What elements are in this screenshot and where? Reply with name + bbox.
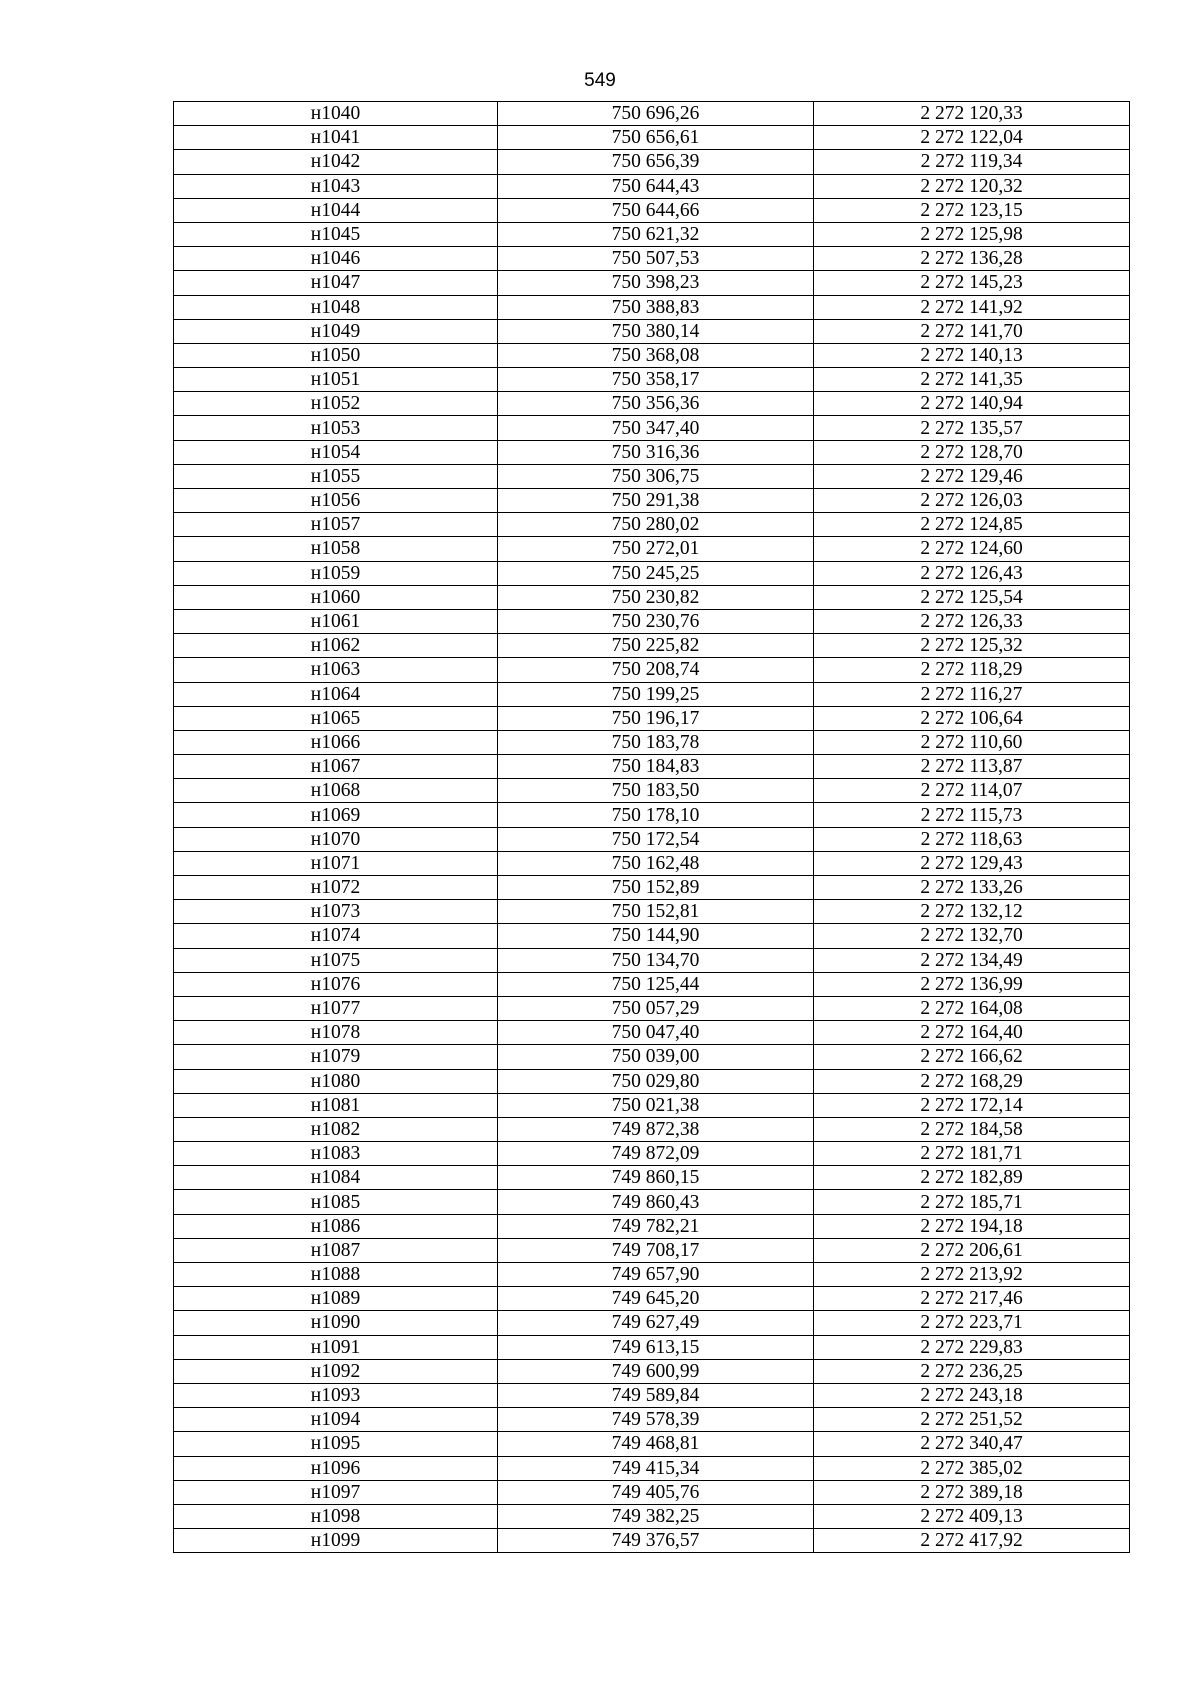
y-coordinate-cell: 2 272 185,71 bbox=[814, 1190, 1130, 1214]
y-coordinate-cell: 2 272 129,43 bbox=[814, 851, 1130, 875]
table-row bbox=[174, 1287, 1130, 1311]
table-row bbox=[174, 440, 1130, 464]
y-coordinate-cell: 2 272 120,32 bbox=[814, 174, 1130, 198]
table-row bbox=[174, 1045, 1130, 1069]
table-row bbox=[174, 706, 1130, 730]
point-number-cell: н1077 bbox=[174, 996, 498, 1020]
table-row bbox=[174, 174, 1130, 198]
point-number-cell: н1095 bbox=[174, 1432, 498, 1456]
point-number-cell: н1070 bbox=[174, 827, 498, 851]
point-number-cell: н1099 bbox=[174, 1529, 498, 1553]
table-row bbox=[174, 948, 1130, 972]
table-row bbox=[174, 827, 1130, 851]
point-number-cell: н1053 bbox=[174, 416, 498, 440]
table-row bbox=[174, 1142, 1130, 1166]
y-coordinate-cell: 2 272 141,70 bbox=[814, 319, 1130, 343]
x-coordinate-cell: 750 183,78 bbox=[498, 730, 814, 754]
point-number-cell: н1093 bbox=[174, 1383, 498, 1407]
x-coordinate-cell: 750 134,70 bbox=[498, 948, 814, 972]
table-row bbox=[174, 1214, 1130, 1238]
table-row bbox=[174, 1263, 1130, 1287]
y-coordinate-cell: 2 272 223,71 bbox=[814, 1311, 1130, 1335]
table-row bbox=[174, 1311, 1130, 1335]
table-row bbox=[174, 779, 1130, 803]
y-coordinate-cell: 2 272 243,18 bbox=[814, 1383, 1130, 1407]
table-row bbox=[174, 1359, 1130, 1383]
y-coordinate-cell: 2 272 340,47 bbox=[814, 1432, 1130, 1456]
table-row bbox=[174, 1166, 1130, 1190]
table-row bbox=[174, 585, 1130, 609]
table-row bbox=[174, 755, 1130, 779]
point-number-cell: н1044 bbox=[174, 198, 498, 222]
point-number-cell: н1074 bbox=[174, 924, 498, 948]
x-coordinate-cell: 749 657,90 bbox=[498, 1263, 814, 1287]
y-coordinate-cell: 2 272 181,71 bbox=[814, 1142, 1130, 1166]
table-row bbox=[174, 1069, 1130, 1093]
point-number-cell: н1073 bbox=[174, 900, 498, 924]
x-coordinate-cell: 750 178,10 bbox=[498, 803, 814, 827]
y-coordinate-cell: 2 272 145,23 bbox=[814, 271, 1130, 295]
point-number-cell: н1076 bbox=[174, 972, 498, 996]
table-row bbox=[174, 126, 1130, 150]
y-coordinate-cell: 2 272 134,49 bbox=[814, 948, 1130, 972]
point-number-cell: н1068 bbox=[174, 779, 498, 803]
table-row bbox=[174, 972, 1130, 996]
page-number: 549 bbox=[584, 70, 616, 91]
y-coordinate-cell: 2 272 182,89 bbox=[814, 1166, 1130, 1190]
y-coordinate-cell: 2 272 106,64 bbox=[814, 706, 1130, 730]
y-coordinate-cell: 2 272 122,04 bbox=[814, 126, 1130, 150]
x-coordinate-cell: 750 388,83 bbox=[498, 295, 814, 319]
y-coordinate-cell: 2 272 116,27 bbox=[814, 682, 1130, 706]
y-coordinate-cell: 2 272 217,46 bbox=[814, 1287, 1130, 1311]
x-coordinate-cell: 750 047,40 bbox=[498, 1021, 814, 1045]
table-row bbox=[174, 561, 1130, 585]
point-number-cell: н1069 bbox=[174, 803, 498, 827]
y-coordinate-cell: 2 272 115,73 bbox=[814, 803, 1130, 827]
x-coordinate-cell: 750 208,74 bbox=[498, 658, 814, 682]
x-coordinate-cell: 750 398,23 bbox=[498, 271, 814, 295]
point-number-cell: н1088 bbox=[174, 1263, 498, 1287]
table-row bbox=[174, 996, 1130, 1020]
x-coordinate-cell: 749 872,09 bbox=[498, 1142, 814, 1166]
y-coordinate-cell: 2 272 118,29 bbox=[814, 658, 1130, 682]
y-coordinate-cell: 2 272 126,03 bbox=[814, 489, 1130, 513]
x-coordinate-cell: 750 230,76 bbox=[498, 609, 814, 633]
point-number-cell: н1046 bbox=[174, 247, 498, 271]
y-coordinate-cell: 2 272 409,13 bbox=[814, 1504, 1130, 1528]
y-coordinate-cell: 2 272 125,32 bbox=[814, 634, 1130, 658]
y-coordinate-cell: 2 272 166,62 bbox=[814, 1045, 1130, 1069]
point-number-cell: н1094 bbox=[174, 1408, 498, 1432]
table-row bbox=[174, 1335, 1130, 1359]
point-number-cell: н1063 bbox=[174, 658, 498, 682]
table-row bbox=[174, 247, 1130, 271]
point-number-cell: н1092 bbox=[174, 1359, 498, 1383]
x-coordinate-cell: 750 280,02 bbox=[498, 513, 814, 537]
x-coordinate-cell: 750 644,43 bbox=[498, 174, 814, 198]
y-coordinate-cell: 2 272 389,18 bbox=[814, 1480, 1130, 1504]
x-coordinate-cell: 750 184,83 bbox=[498, 755, 814, 779]
x-coordinate-cell: 750 039,00 bbox=[498, 1045, 814, 1069]
point-number-cell: н1057 bbox=[174, 513, 498, 537]
y-coordinate-cell: 2 272 136,99 bbox=[814, 972, 1130, 996]
table-row bbox=[174, 537, 1130, 561]
y-coordinate-cell: 2 272 172,14 bbox=[814, 1093, 1130, 1117]
y-coordinate-cell: 2 272 132,12 bbox=[814, 900, 1130, 924]
point-number-cell: н1096 bbox=[174, 1456, 498, 1480]
point-number-cell: н1043 bbox=[174, 174, 498, 198]
table-row bbox=[174, 1383, 1130, 1407]
table-row bbox=[174, 464, 1130, 488]
x-coordinate-cell: 749 860,43 bbox=[498, 1190, 814, 1214]
table-row bbox=[174, 1480, 1130, 1504]
x-coordinate-cell: 750 152,81 bbox=[498, 900, 814, 924]
y-coordinate-cell: 2 272 118,63 bbox=[814, 827, 1130, 851]
point-number-cell: н1081 bbox=[174, 1093, 498, 1117]
table-row bbox=[174, 1021, 1130, 1045]
point-number-cell: н1056 bbox=[174, 489, 498, 513]
y-coordinate-cell: 2 272 236,25 bbox=[814, 1359, 1130, 1383]
y-coordinate-cell: 2 272 140,94 bbox=[814, 392, 1130, 416]
x-coordinate-cell: 750 656,61 bbox=[498, 126, 814, 150]
x-coordinate-cell: 750 199,25 bbox=[498, 682, 814, 706]
y-coordinate-cell: 2 272 129,46 bbox=[814, 464, 1130, 488]
x-coordinate-cell: 750 125,44 bbox=[498, 972, 814, 996]
point-number-cell: н1061 bbox=[174, 609, 498, 633]
point-number-cell: н1086 bbox=[174, 1214, 498, 1238]
y-coordinate-cell: 2 272 164,40 bbox=[814, 1021, 1130, 1045]
x-coordinate-cell: 750 021,38 bbox=[498, 1093, 814, 1117]
y-coordinate-cell: 2 272 132,70 bbox=[814, 924, 1130, 948]
point-number-cell: н1085 bbox=[174, 1190, 498, 1214]
x-coordinate-cell: 749 415,34 bbox=[498, 1456, 814, 1480]
x-coordinate-cell: 750 057,29 bbox=[498, 996, 814, 1020]
y-coordinate-cell: 2 272 140,13 bbox=[814, 343, 1130, 367]
x-coordinate-cell: 749 860,15 bbox=[498, 1166, 814, 1190]
table-row bbox=[174, 1117, 1130, 1141]
x-coordinate-cell: 749 872,38 bbox=[498, 1117, 814, 1141]
point-number-cell: н1041 bbox=[174, 126, 498, 150]
y-coordinate-cell: 2 272 184,58 bbox=[814, 1117, 1130, 1141]
y-coordinate-cell: 2 272 168,29 bbox=[814, 1069, 1130, 1093]
point-number-cell: н1078 bbox=[174, 1021, 498, 1045]
coordinates-table bbox=[173, 101, 1130, 1553]
point-number-cell: н1058 bbox=[174, 537, 498, 561]
table-row bbox=[174, 343, 1130, 367]
y-coordinate-cell: 2 272 206,61 bbox=[814, 1238, 1130, 1262]
y-coordinate-cell: 2 272 124,85 bbox=[814, 513, 1130, 537]
x-coordinate-cell: 750 306,75 bbox=[498, 464, 814, 488]
x-coordinate-cell: 750 152,89 bbox=[498, 876, 814, 900]
x-coordinate-cell: 750 621,32 bbox=[498, 222, 814, 246]
point-number-cell: н1065 bbox=[174, 706, 498, 730]
table-row bbox=[174, 1190, 1130, 1214]
table-row bbox=[174, 1456, 1130, 1480]
y-coordinate-cell: 2 272 125,54 bbox=[814, 585, 1130, 609]
table-row bbox=[174, 1408, 1130, 1432]
x-coordinate-cell: 750 644,66 bbox=[498, 198, 814, 222]
y-coordinate-cell: 2 272 385,02 bbox=[814, 1456, 1130, 1480]
point-number-cell: н1048 bbox=[174, 295, 498, 319]
table-row bbox=[174, 803, 1130, 827]
y-coordinate-cell: 2 272 126,33 bbox=[814, 609, 1130, 633]
x-coordinate-cell: 750 162,48 bbox=[498, 851, 814, 875]
x-coordinate-cell: 750 696,26 bbox=[498, 102, 814, 126]
point-number-cell: н1045 bbox=[174, 222, 498, 246]
y-coordinate-cell: 2 272 125,98 bbox=[814, 222, 1130, 246]
x-coordinate-cell: 750 347,40 bbox=[498, 416, 814, 440]
table-row bbox=[174, 489, 1130, 513]
table-row bbox=[174, 150, 1130, 174]
table-row bbox=[174, 682, 1130, 706]
point-number-cell: н1075 bbox=[174, 948, 498, 972]
table-row bbox=[174, 1238, 1130, 1262]
table-row bbox=[174, 876, 1130, 900]
y-coordinate-cell: 2 272 136,28 bbox=[814, 247, 1130, 271]
x-coordinate-cell: 749 627,49 bbox=[498, 1311, 814, 1335]
x-coordinate-cell: 750 507,53 bbox=[498, 247, 814, 271]
point-number-cell: н1051 bbox=[174, 368, 498, 392]
point-number-cell: н1087 bbox=[174, 1238, 498, 1262]
x-coordinate-cell: 750 272,01 bbox=[498, 537, 814, 561]
y-coordinate-cell: 2 272 113,87 bbox=[814, 755, 1130, 779]
point-number-cell: н1098 bbox=[174, 1504, 498, 1528]
point-number-cell: н1072 bbox=[174, 876, 498, 900]
coordinates-table-body bbox=[174, 102, 1130, 1553]
point-number-cell: н1047 bbox=[174, 271, 498, 295]
x-coordinate-cell: 749 578,39 bbox=[498, 1408, 814, 1432]
x-coordinate-cell: 749 782,21 bbox=[498, 1214, 814, 1238]
x-coordinate-cell: 750 291,38 bbox=[498, 489, 814, 513]
point-number-cell: н1079 bbox=[174, 1045, 498, 1069]
table-row bbox=[174, 513, 1130, 537]
point-number-cell: н1083 bbox=[174, 1142, 498, 1166]
y-coordinate-cell: 2 272 141,35 bbox=[814, 368, 1130, 392]
x-coordinate-cell: 750 356,36 bbox=[498, 392, 814, 416]
y-coordinate-cell: 2 272 128,70 bbox=[814, 440, 1130, 464]
table-row bbox=[174, 1093, 1130, 1117]
point-number-cell: н1071 bbox=[174, 851, 498, 875]
x-coordinate-cell: 750 196,17 bbox=[498, 706, 814, 730]
point-number-cell: н1084 bbox=[174, 1166, 498, 1190]
x-coordinate-cell: 750 172,54 bbox=[498, 827, 814, 851]
point-number-cell: н1052 bbox=[174, 392, 498, 416]
point-number-cell: н1090 bbox=[174, 1311, 498, 1335]
y-coordinate-cell: 2 272 133,26 bbox=[814, 876, 1130, 900]
y-coordinate-cell: 2 272 251,52 bbox=[814, 1408, 1130, 1432]
y-coordinate-cell: 2 272 126,43 bbox=[814, 561, 1130, 585]
y-coordinate-cell: 2 272 123,15 bbox=[814, 198, 1130, 222]
table-row bbox=[174, 851, 1130, 875]
table-row bbox=[174, 319, 1130, 343]
table-row bbox=[174, 102, 1130, 126]
x-coordinate-cell: 750 358,17 bbox=[498, 368, 814, 392]
table-row bbox=[174, 1529, 1130, 1553]
x-coordinate-cell: 750 316,36 bbox=[498, 440, 814, 464]
y-coordinate-cell: 2 272 229,83 bbox=[814, 1335, 1130, 1359]
x-coordinate-cell: 749 645,20 bbox=[498, 1287, 814, 1311]
point-number-cell: н1054 bbox=[174, 440, 498, 464]
x-coordinate-cell: 749 382,25 bbox=[498, 1504, 814, 1528]
x-coordinate-cell: 750 368,08 bbox=[498, 343, 814, 367]
x-coordinate-cell: 750 230,82 bbox=[498, 585, 814, 609]
table-row bbox=[174, 271, 1130, 295]
x-coordinate-cell: 749 613,15 bbox=[498, 1335, 814, 1359]
point-number-cell: н1097 bbox=[174, 1480, 498, 1504]
table-row bbox=[174, 900, 1130, 924]
point-number-cell: н1059 bbox=[174, 561, 498, 585]
point-number-cell: н1067 bbox=[174, 755, 498, 779]
y-coordinate-cell: 2 272 124,60 bbox=[814, 537, 1130, 561]
point-number-cell: н1049 bbox=[174, 319, 498, 343]
point-number-cell: н1064 bbox=[174, 682, 498, 706]
y-coordinate-cell: 2 272 417,92 bbox=[814, 1529, 1130, 1553]
y-coordinate-cell: 2 272 164,08 bbox=[814, 996, 1130, 1020]
y-coordinate-cell: 2 272 141,92 bbox=[814, 295, 1130, 319]
y-coordinate-cell: 2 272 120,33 bbox=[814, 102, 1130, 126]
point-number-cell: н1082 bbox=[174, 1117, 498, 1141]
x-coordinate-cell: 750 380,14 bbox=[498, 319, 814, 343]
y-coordinate-cell: 2 272 119,34 bbox=[814, 150, 1130, 174]
table-row bbox=[174, 222, 1130, 246]
x-coordinate-cell: 750 225,82 bbox=[498, 634, 814, 658]
point-number-cell: н1062 bbox=[174, 634, 498, 658]
table-row bbox=[174, 924, 1130, 948]
point-number-cell: н1089 bbox=[174, 1287, 498, 1311]
y-coordinate-cell: 2 272 194,18 bbox=[814, 1214, 1130, 1238]
point-number-cell: н1050 bbox=[174, 343, 498, 367]
point-number-cell: н1042 bbox=[174, 150, 498, 174]
y-coordinate-cell: 2 272 110,60 bbox=[814, 730, 1130, 754]
table-row bbox=[174, 368, 1130, 392]
point-number-cell: н1091 bbox=[174, 1335, 498, 1359]
x-coordinate-cell: 749 468,81 bbox=[498, 1432, 814, 1456]
x-coordinate-cell: 749 589,84 bbox=[498, 1383, 814, 1407]
table-row bbox=[174, 1432, 1130, 1456]
point-number-cell: н1040 bbox=[174, 102, 498, 126]
y-coordinate-cell: 2 272 213,92 bbox=[814, 1263, 1130, 1287]
x-coordinate-cell: 749 708,17 bbox=[498, 1238, 814, 1262]
y-coordinate-cell: 2 272 135,57 bbox=[814, 416, 1130, 440]
x-coordinate-cell: 750 144,90 bbox=[498, 924, 814, 948]
table-row bbox=[174, 416, 1130, 440]
table-row bbox=[174, 658, 1130, 682]
x-coordinate-cell: 749 600,99 bbox=[498, 1359, 814, 1383]
point-number-cell: н1080 bbox=[174, 1069, 498, 1093]
point-number-cell: н1055 bbox=[174, 464, 498, 488]
table-row bbox=[174, 198, 1130, 222]
x-coordinate-cell: 749 405,76 bbox=[498, 1480, 814, 1504]
table-row bbox=[174, 634, 1130, 658]
x-coordinate-cell: 750 245,25 bbox=[498, 561, 814, 585]
table-row bbox=[174, 295, 1130, 319]
point-number-cell: н1060 bbox=[174, 585, 498, 609]
x-coordinate-cell: 750 183,50 bbox=[498, 779, 814, 803]
x-coordinate-cell: 749 376,57 bbox=[498, 1529, 814, 1553]
table-row bbox=[174, 730, 1130, 754]
point-number-cell: н1066 bbox=[174, 730, 498, 754]
x-coordinate-cell: 750 656,39 bbox=[498, 150, 814, 174]
y-coordinate-cell: 2 272 114,07 bbox=[814, 779, 1130, 803]
x-coordinate-cell: 750 029,80 bbox=[498, 1069, 814, 1093]
table-row bbox=[174, 392, 1130, 416]
table-row bbox=[174, 609, 1130, 633]
table-row bbox=[174, 1504, 1130, 1528]
